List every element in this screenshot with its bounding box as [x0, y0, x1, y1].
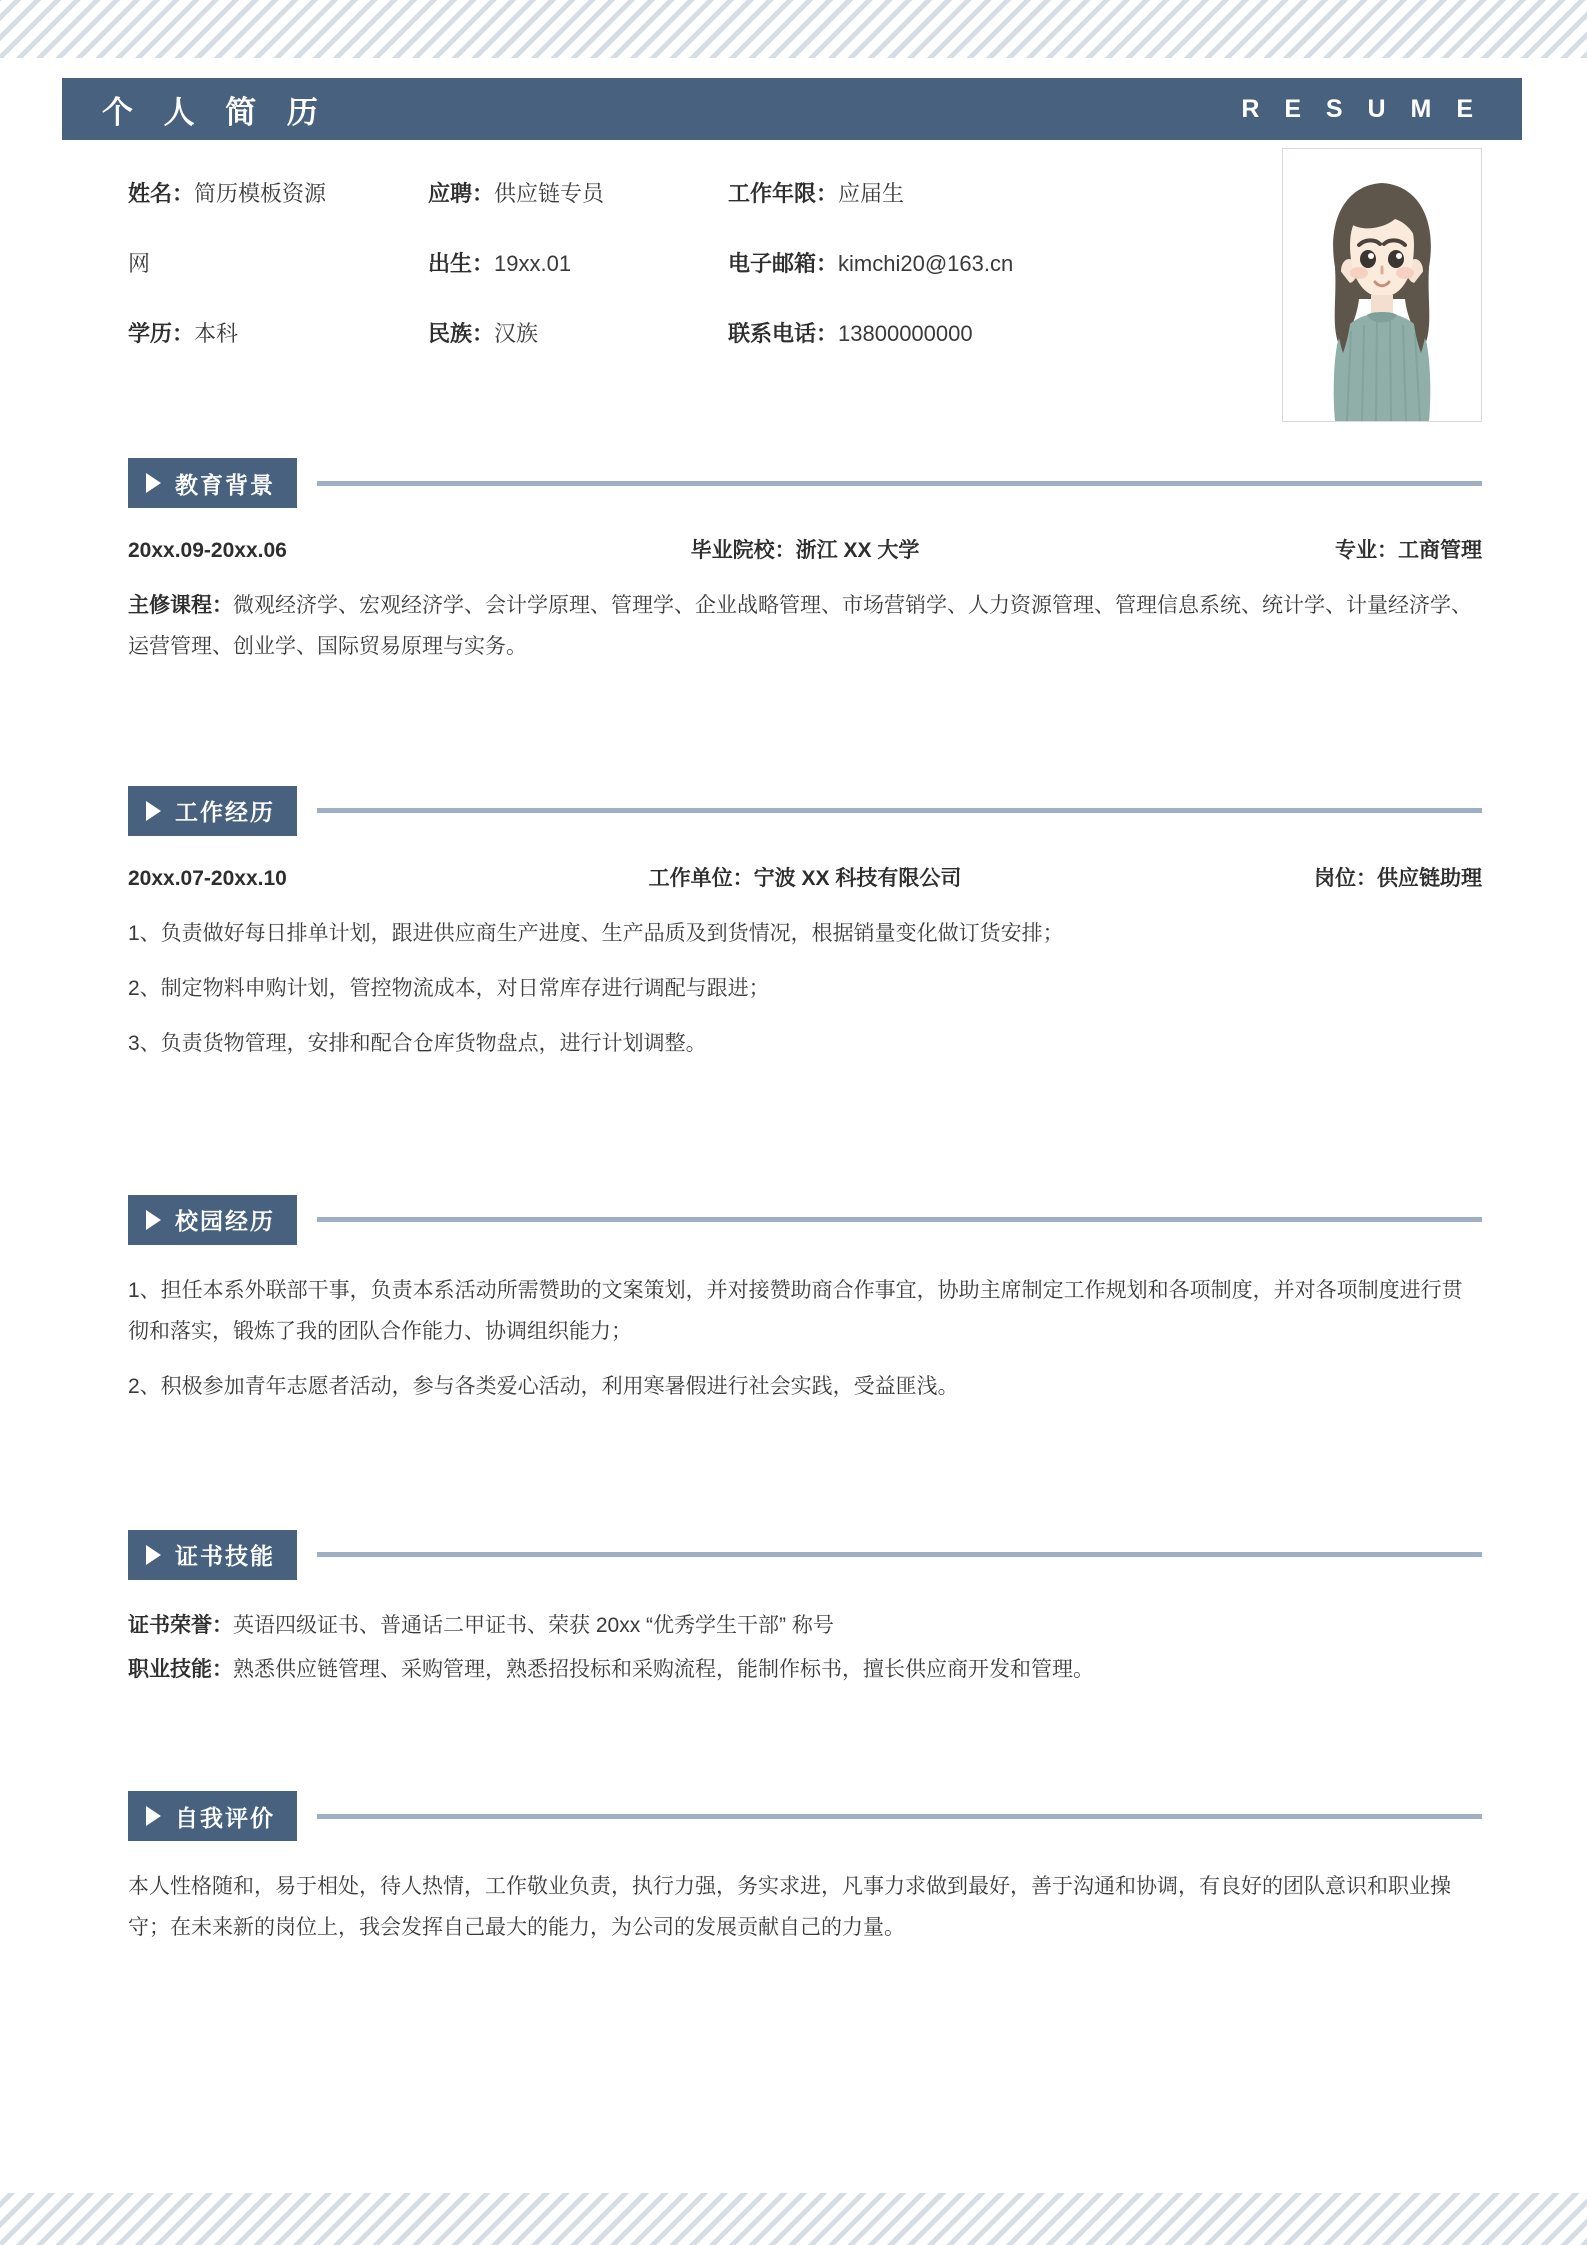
education-major [1152, 534, 1482, 564]
triangle-icon [146, 1210, 161, 1230]
section-campus-experience [128, 1195, 1482, 1408]
work-company [458, 862, 1152, 892]
section-title-education: 教育背景 [175, 471, 275, 498]
info-label-ethnicity: 民族： [428, 320, 495, 346]
info-value-name: 简历模板资源 [194, 181, 327, 206]
resume-header-banner [62, 78, 1522, 140]
info-value-birth: 19xx.01 [494, 250, 572, 276]
work-entry-header [128, 862, 1482, 892]
section-title-self-evaluation: 自我评价 [175, 1804, 275, 1831]
info-label-years: 工作年限： [728, 181, 839, 206]
section-header-certificates [128, 1530, 1482, 1580]
list-item: 3、负责货物管理，安排和配合仓库货物盘点，进行计划调整。 [128, 1031, 707, 1055]
section-header-campus [128, 1195, 1482, 1245]
info-label-email: 电子邮箱： [728, 250, 839, 276]
education-school-value: 浙江 XX 大学 [795, 539, 920, 562]
section-title-work: 工作经历 [175, 799, 275, 826]
info-field-years [728, 178, 1203, 210]
education-courses-value: 微观经济学、宏观经济学、会计学原理、管理学、企业战略管理、市场营销学、人力资源管理、管理信息系统、统计学、计量经济学、运营管理、创业学、国际贸易原理与实务。 [128, 594, 1472, 658]
section-certificates-skills [128, 1530, 1482, 1692]
resume-content [0, 140, 1587, 1949]
section-rule [317, 1217, 1482, 1222]
section-rule [317, 1814, 1482, 1819]
page-title-english: R E S U M E [1241, 94, 1482, 123]
work-position-label: 岗位： [1314, 866, 1377, 890]
personal-info-block [128, 140, 1482, 408]
decorative-stripes-top [0, 0, 1587, 58]
section-rule [317, 1552, 1482, 1557]
info-value-phone: 13800000000 [838, 320, 973, 346]
section-badge-work [128, 786, 297, 836]
info-label-education-level: 学历： [128, 320, 195, 346]
section-rule [317, 481, 1482, 486]
professional-skills-label: 职业技能： [128, 1658, 233, 1682]
work-position [1152, 862, 1482, 892]
info-field-email [728, 248, 1203, 280]
decorative-stripes-bottom [0, 2193, 1587, 2245]
work-position-value: 供应链助理 [1377, 866, 1482, 890]
info-label-birth: 出生： [428, 250, 495, 276]
triangle-icon [146, 1806, 161, 1826]
education-school [458, 534, 1152, 564]
professional-skills [128, 1650, 1482, 1691]
certificate-honors-label: 证书荣誉： [128, 1613, 233, 1637]
section-work-experience [128, 786, 1482, 1065]
section-self-evaluation [128, 1791, 1482, 1949]
info-value-ethnicity: 汉族 [494, 320, 539, 346]
section-badge-campus [128, 1195, 297, 1245]
education-courses [128, 586, 1482, 668]
info-field-name-overflow [128, 248, 428, 280]
info-field-ethnicity [428, 318, 728, 350]
info-field-phone [728, 318, 1203, 350]
certificate-honors-value: 英语四级证书、普通话二甲证书、荣获 20xx “优秀学生干部” 称号 [233, 1613, 834, 1637]
list-item: 2、积极参加青年志愿者活动，参与各类爱心活动，利用寒暑假进行社会实践，受益匪浅。 [128, 1374, 959, 1398]
avatar-illustration-icon [1283, 149, 1481, 421]
list-item: 2、制定物料申购计划，管控物流成本，对日常库存进行调配与跟进； [128, 976, 770, 1000]
section-badge-self-evaluation [128, 1791, 297, 1841]
page-title: 个 人 简 历 [102, 94, 329, 130]
section-header-work [128, 786, 1482, 836]
section-rule [317, 808, 1482, 813]
section-header-self-evaluation [128, 1791, 1482, 1841]
triangle-icon [146, 1545, 161, 1565]
triangle-icon [146, 473, 161, 493]
education-date-range: 20xx.09-20xx.06 [128, 539, 287, 562]
list-item: 1、担任本系外联部干事，负责本系活动所需赞助的文案策划，并对接赞助商合作事宜，协助主席制定工作规划和各项制度，并对各项制度进行贯彻和落实，锻炼了我的团队合作能力、协调组织能力； [128, 1278, 1463, 1343]
section-title-certificates: 证书技能 [175, 1543, 275, 1569]
certificate-honors [128, 1606, 1482, 1647]
triangle-icon [146, 801, 161, 821]
info-field-apply [428, 178, 728, 210]
education-entry-header [128, 534, 1482, 564]
section-title-campus: 校园经历 [175, 1208, 275, 1235]
info-value-education-level: 本科 [194, 320, 239, 346]
info-value-apply: 供应链专员 [494, 181, 605, 206]
education-courses-label: 主修课程： [128, 594, 233, 617]
info-field-education-level [128, 318, 428, 350]
info-value-name-continued: 网 [128, 250, 151, 276]
section-badge-education [128, 458, 297, 508]
education-major-value: 工商管理 [1398, 539, 1482, 562]
info-field-birth [428, 248, 728, 280]
list-item: 1、负责做好每日排单计划，跟进供应商生产进度、生产品质及到货情况，根据销量变化做订货安排； [128, 921, 1064, 945]
info-label-phone: 联系电话： [728, 320, 839, 346]
avatar [1282, 148, 1482, 422]
section-header-education [128, 458, 1482, 508]
work-company-value: 宁波 XX 科技有限公司 [753, 866, 962, 890]
section-badge-certificates [128, 1530, 297, 1580]
personal-info-grid [128, 178, 1203, 350]
work-date-range: 20xx.07-20xx.10 [128, 866, 287, 890]
info-field-name [128, 178, 393, 210]
professional-skills-value: 熟悉供应链管理、采购管理，熟悉招投标和采购流程，能制作标书，擅长供应商开发和管理。 [233, 1658, 1094, 1682]
work-company-label: 工作单位： [648, 866, 754, 890]
education-major-label: 专业： [1335, 539, 1398, 562]
section-education [128, 458, 1482, 668]
self-evaluation-text: 本人性格随和，易于相处，待人热情，工作敬业负责，执行力强，务实求进，凡事力求做到最好，善于沟通和协调，有良好的团队意识和职业操守；在未来新的岗位上，我会发挥自己最大的能力，为公司的发展贡献自己的力量。 [128, 1875, 1451, 1940]
info-label-apply: 应聘： [428, 181, 495, 206]
info-label-name: 姓名： [128, 181, 195, 206]
info-value-years: 应届生 [838, 181, 905, 206]
info-value-email: kimchi20@163.cn [838, 250, 1014, 276]
education-school-label: 毕业院校： [690, 539, 796, 562]
